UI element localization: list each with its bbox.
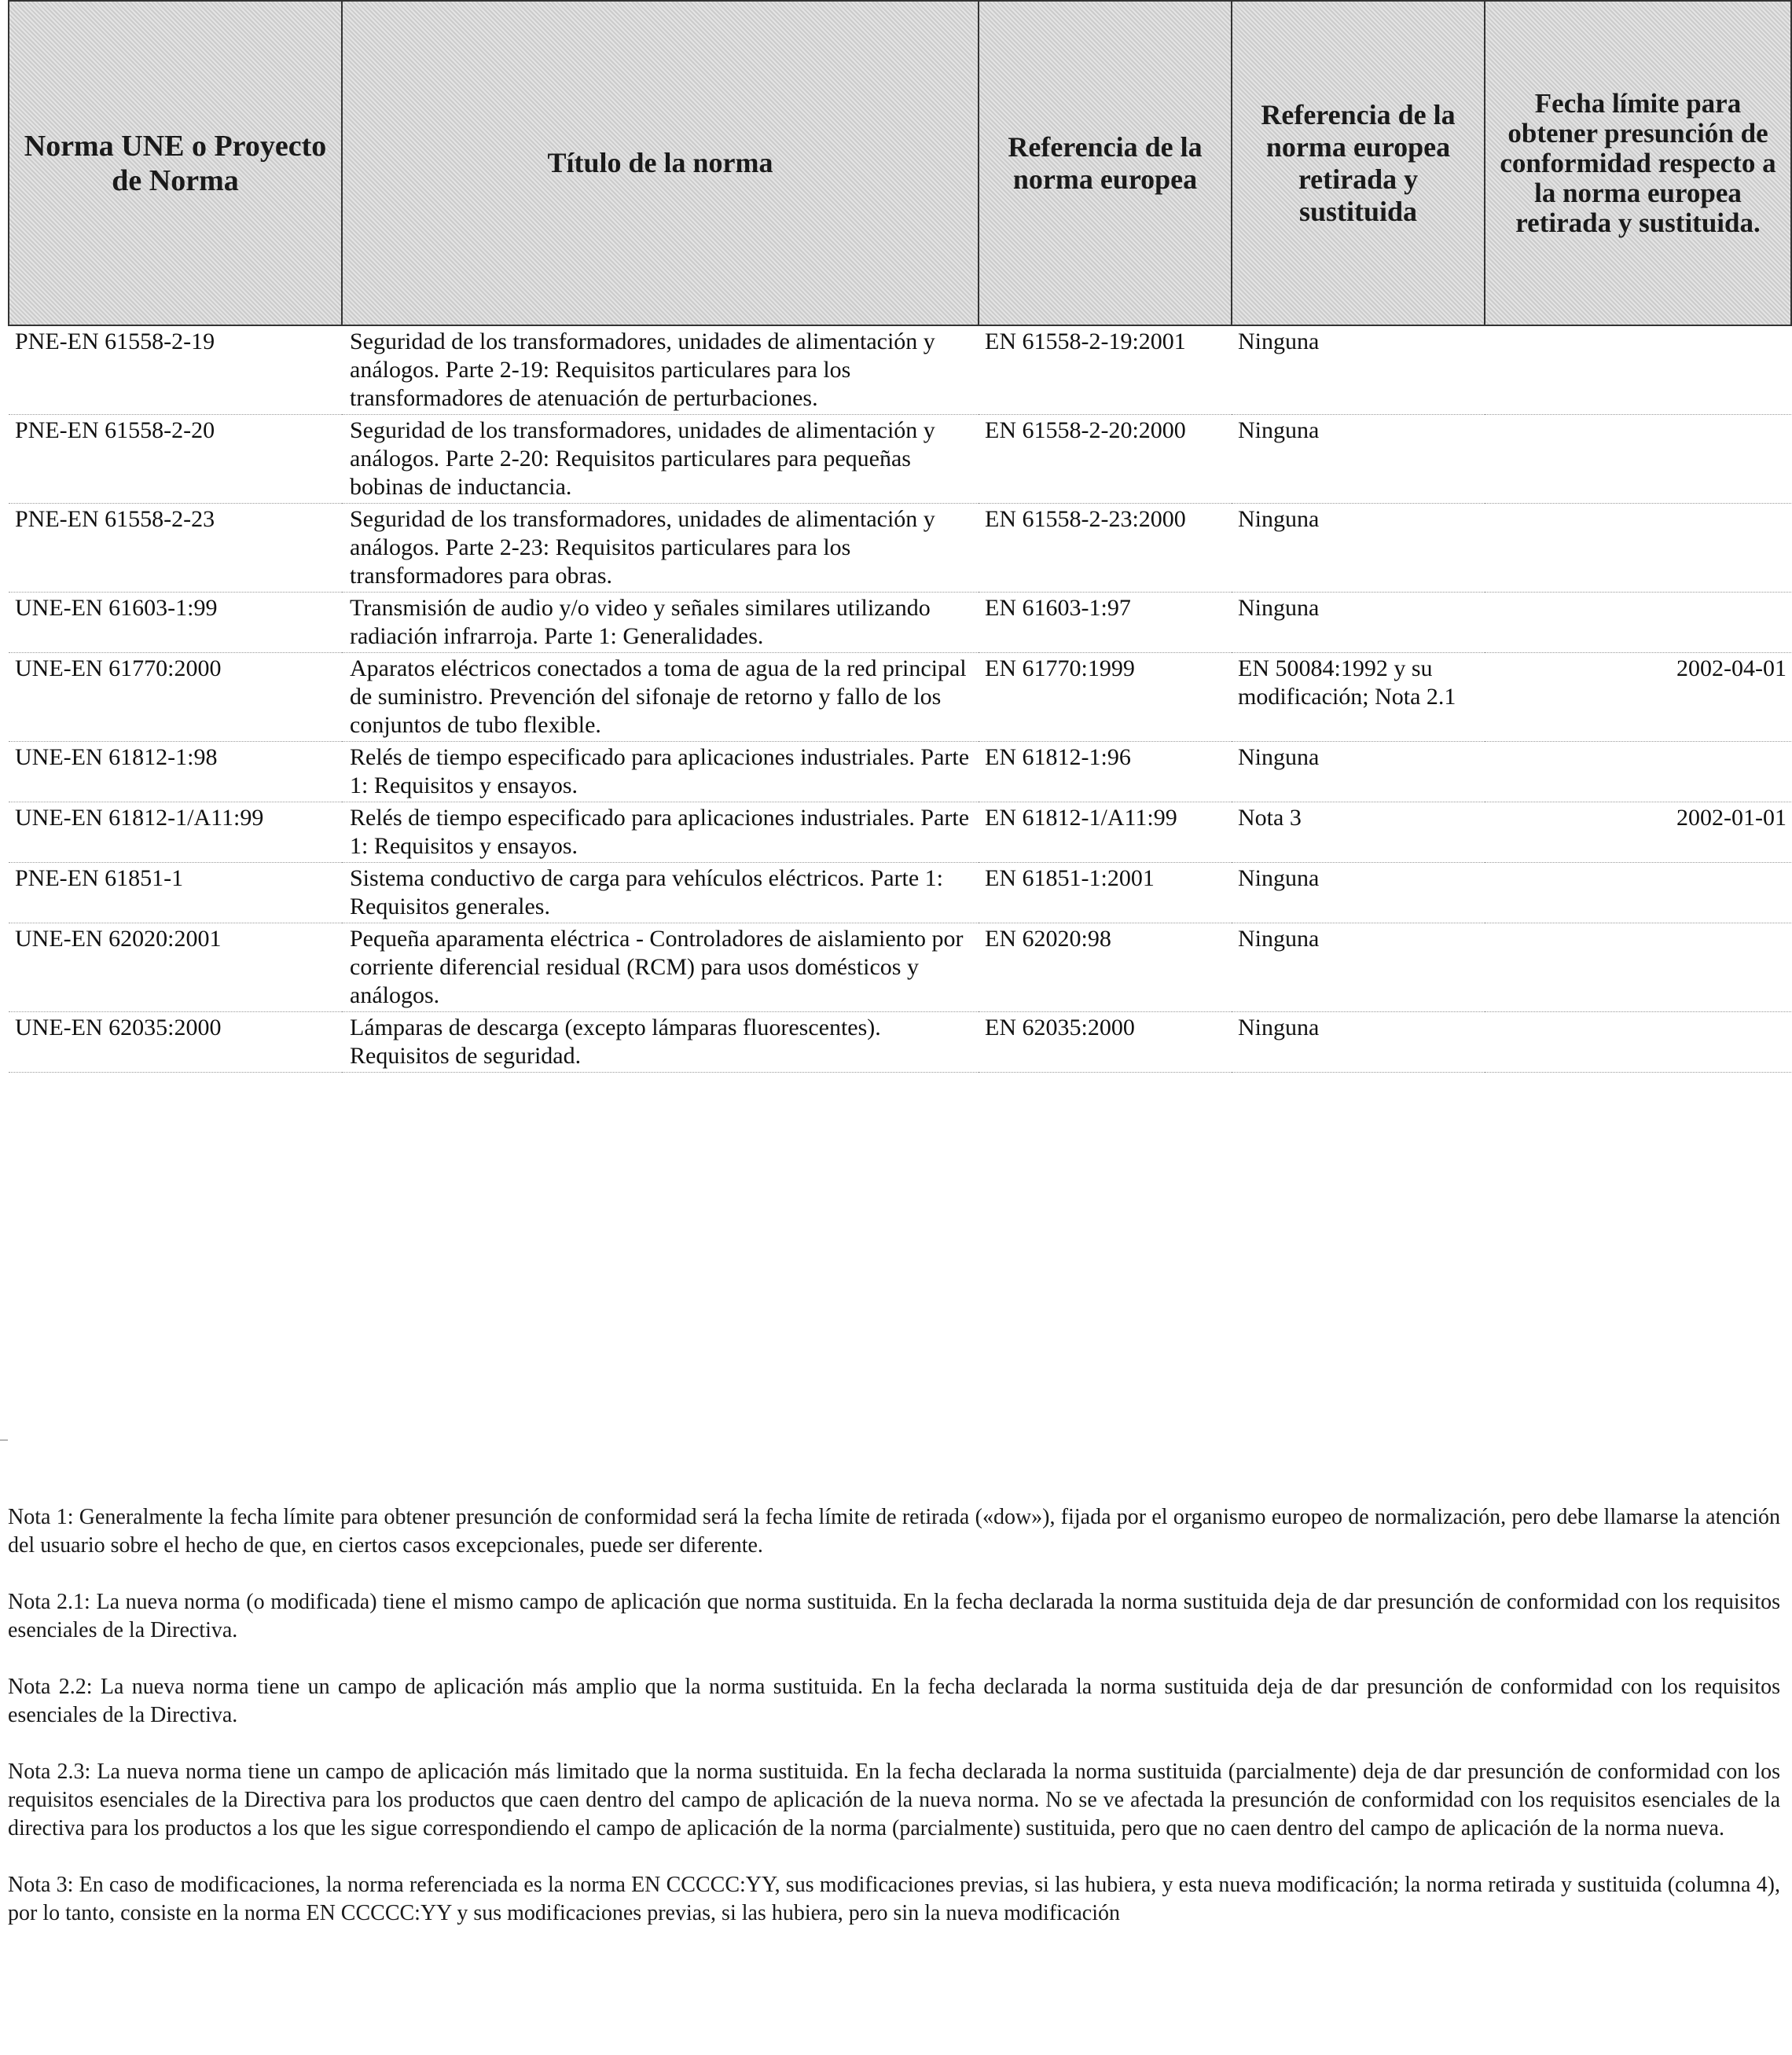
cell-fecha [1485, 325, 1791, 415]
table-row [9, 415, 1791, 504]
table-row [9, 653, 1791, 742]
cell-fecha [1485, 504, 1791, 593]
table-row [9, 1012, 1791, 1073]
cell-norma: UNE-EN 62035:2000 [9, 1012, 342, 1073]
header-titulo: Título de la norma [342, 1, 979, 325]
header-retirada: Referencia de la norma europea retirada y sustituida [1232, 1, 1485, 325]
header-referencia: Referencia de la norma europea [979, 1, 1232, 325]
standards-table [8, 0, 1792, 1073]
cell-retirada: Ninguna [1232, 593, 1485, 653]
cell-referencia: EN 61558-2-23:2000 [979, 504, 1232, 593]
cell-norma: UNE-EN 61603-1:99 [9, 593, 342, 653]
note-3: Nota 3: En caso de modificaciones, la norma referenciada es la norma EN CCCCC:YY, sus modificaciones previas, si las hubiera, y esta nueva modificación; la norma retirada y sustituida (columna 4), por lo tanto, consiste en la norma EN CCCCC:YY y sus modificaciones previas, si las hubiera, pero sin la nueva modificación [8, 1873, 1780, 1925]
table-row [9, 802, 1791, 863]
note-1: Nota 1: Generalmente la fecha límite para obtener presunción de conformidad será la fecha límite de retirada («dow»), fijada por el organismo europeo de normalización, pero debe llamarse la atención del usuario sobre el hecho de que, en ciertos casos excepcionales, puede ser diferente. [8, 1505, 1780, 1558]
cell-referencia: EN 61812-1/A11:99 [979, 802, 1232, 863]
cell-referencia: EN 62020:98 [979, 923, 1232, 1012]
table-row [9, 325, 1791, 415]
cell-retirada: Ninguna [1232, 863, 1485, 923]
cell-fecha [1485, 742, 1791, 802]
cell-fecha [1485, 415, 1791, 504]
cell-retirada: Ninguna [1232, 504, 1485, 593]
notes-section [8, 1503, 1780, 1956]
cell-retirada: Ninguna [1232, 415, 1485, 504]
cell-fecha [1485, 1012, 1791, 1073]
cell-retirada: Ninguna [1232, 1012, 1485, 1073]
cell-norma: PNE-EN 61558-2-20 [9, 415, 342, 504]
cell-titulo: Transmisión de audio y/o video y señales similares utilizando radiación infrarroja. Parte 1: Generalidades. [342, 593, 979, 653]
table-row [9, 742, 1791, 802]
note-2-3: Nota 2.3: La nueva norma tiene un campo de aplicación más limitado que la norma sustituida. En la fecha declarada la norma sustituida (parcialmente) deja de dar presunción de conformidad con los requisitos esenciales de la Directiva para los productos que caen dentro del campo de aplicación de la nueva norma. No se ve afectada la presunción de conformidad con los requisitos esenciales de la directiva para los productos a los que les sigue correspondiendo el campo de aplicación de la norma (parcialmente) sustituida, pero que no caen dentro del campo de aplicación de la norma nueva. [8, 1760, 1780, 1840]
cell-norma: PNE-EN 61558-2-19 [9, 325, 342, 415]
cell-retirada: Nota 3 [1232, 802, 1485, 863]
cell-norma: UNE-EN 61770:2000 [9, 653, 342, 742]
cell-retirada: EN 50084:1992 y su modificación; Nota 2.1 [1232, 653, 1485, 742]
table-header-row [9, 1, 1791, 325]
cell-retirada: Ninguna [1232, 742, 1485, 802]
table-row [9, 593, 1791, 653]
table-row [9, 923, 1791, 1012]
cell-norma: UNE-EN 61812-1/A11:99 [9, 802, 342, 863]
cell-referencia: EN 61558-2-20:2000 [979, 415, 1232, 504]
header-fecha-limite: Fecha límite para obtener presunción de conformidad respecto a la norma europea retirada y sustituida. [1485, 1, 1791, 325]
cell-norma: PNE-EN 61558-2-23 [9, 504, 342, 593]
table-row [9, 504, 1791, 593]
cell-titulo: Lámparas de descarga (excepto lámparas fluorescentes). Requisitos de seguridad. [342, 1012, 979, 1073]
cell-titulo: Pequeña aparamenta eléctrica - Controladores de aislamiento por corriente diferencial residual (RCM) para usos domésticos y análogos. [342, 923, 979, 1012]
cell-titulo: Aparatos eléctricos conectados a toma de agua de la red principal de suministro. Prevención del sifonaje de retorno y fallo de los conjuntos de tubo flexible. [342, 653, 979, 742]
cell-referencia: EN 62035:2000 [979, 1012, 1232, 1073]
cell-norma: UNE-EN 62020:2001 [9, 923, 342, 1012]
note-2-2: Nota 2.2: La nueva norma tiene un campo de aplicación más amplio que la norma sustituida. En la fecha declarada la norma sustituida deja de dar presunción de conformidad con los requisitos esenciales de la Directiva. [8, 1675, 1780, 1727]
cell-norma: UNE-EN 61812-1:98 [9, 742, 342, 802]
cell-titulo: Seguridad de los transformadores, unidades de alimentación y análogos. Parte 2-23: Requisitos particulares para los transformadores para obras. [342, 504, 979, 593]
cell-referencia: EN 61812-1:96 [979, 742, 1232, 802]
cell-fecha: 2002-01-01 [1485, 802, 1791, 863]
cell-retirada: Ninguna [1232, 325, 1485, 415]
cell-titulo: Sistema conductivo de carga para vehículos eléctricos. Parte 1: Requisitos generales. [342, 863, 979, 923]
cell-titulo: Seguridad de los transformadores, unidades de alimentación y análogos. Parte 2-20: Requisitos particulares para pequeñas bobinas de inductancia. [342, 415, 979, 504]
cell-fecha [1485, 863, 1791, 923]
cell-fecha [1485, 923, 1791, 1012]
cell-norma: PNE-EN 61851-1 [9, 863, 342, 923]
table-row [9, 863, 1791, 923]
cell-fecha [1485, 593, 1791, 653]
note-2-1: Nota 2.1: La nueva norma (o modificada) tiene el mismo campo de aplicación que norma sustituida. En la fecha declarada la norma sustituida deja de dar presunción de conformidad con los requisitos esenciales de la Directiva. [8, 1590, 1780, 1642]
cell-referencia: EN 61603-1:97 [979, 593, 1232, 653]
cell-titulo: Relés de tiempo especificado para aplicaciones industriales. Parte 1: Requisitos y ensayos. [342, 742, 979, 802]
cell-referencia: EN 61770:1999 [979, 653, 1232, 742]
cell-fecha: 2002-04-01 [1485, 653, 1791, 742]
cell-retirada: Ninguna [1232, 923, 1485, 1012]
cell-referencia: EN 61851-1:2001 [979, 863, 1232, 923]
cell-titulo: Relés de tiempo especificado para aplicaciones industriales. Parte 1: Requisitos y ensayos. [342, 802, 979, 863]
header-norma: Norma UNE o Proyecto de Norma [9, 1, 342, 325]
cell-referencia: EN 61558-2-19:2001 [979, 325, 1232, 415]
cell-titulo: Seguridad de los transformadores, unidades de alimentación y análogos. Parte 2-19: Requisitos particulares para los transformadores de atenuación de perturbaciones. [342, 325, 979, 415]
